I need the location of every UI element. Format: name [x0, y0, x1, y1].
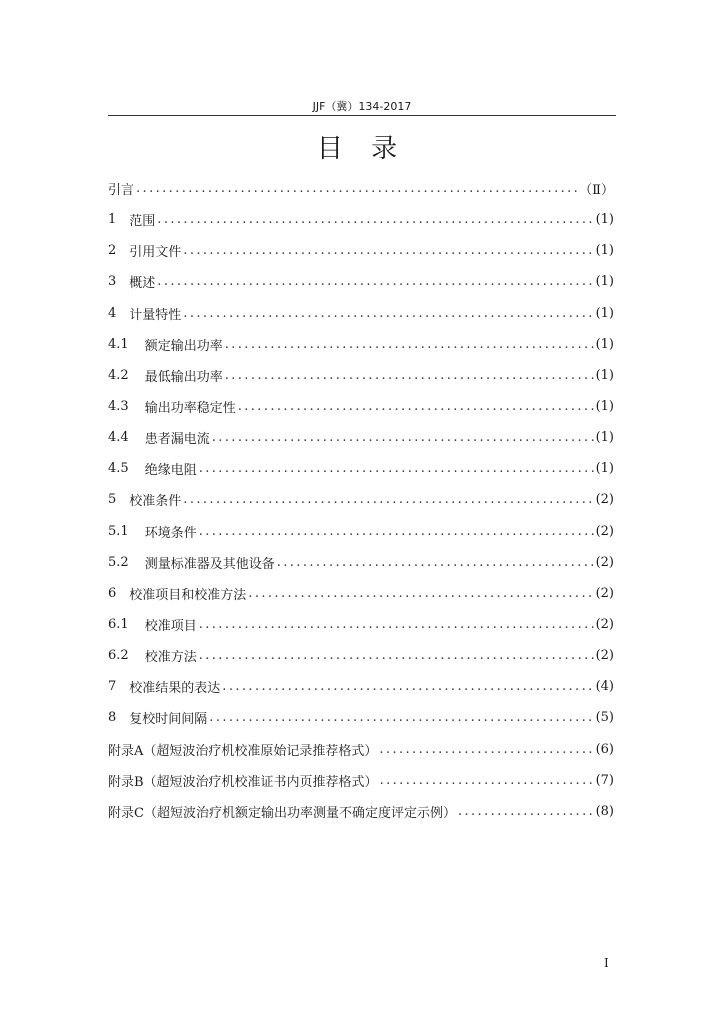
toc-entry-4-2[interactable] — [108, 360, 614, 391]
toc-entry-label: 概述 — [129, 276, 156, 292]
page-number: I — [604, 956, 609, 970]
toc-entry-page: (1) — [595, 399, 614, 415]
toc-leader-dots — [199, 461, 594, 476]
toc-entry-number: 6 — [108, 585, 117, 601]
toc-entry-label: 引言 — [108, 183, 135, 199]
toc-entry-6-1[interactable] — [108, 609, 614, 640]
toc-leader-dots — [458, 804, 594, 819]
toc-entry-page: (1) — [595, 336, 614, 352]
toc-entry-appendix-c[interactable] — [108, 796, 614, 827]
toc-entry-label: 测量标准器及其他设备 — [144, 556, 275, 572]
toc-entry-label: 附录C（超短波治疗机额定输出功率测量不确定度评定示例） — [108, 805, 456, 821]
toc-entry-2[interactable] — [108, 235, 614, 266]
toc-entry-number: 4.3 — [108, 399, 129, 415]
toc-entry-appendix-b[interactable] — [108, 765, 614, 796]
toc-entry-4-5[interactable] — [108, 453, 614, 484]
toc-entry-number: 8 — [108, 710, 117, 726]
toc-leader-dots — [199, 524, 594, 539]
toc-entry-label: 引用文件 — [129, 245, 182, 261]
toc-entry-appendix-a[interactable] — [108, 734, 614, 765]
toc-entry-label: 绝缘电阻 — [144, 463, 197, 479]
toc-entry-page: (2) — [595, 585, 614, 601]
toc-leader-dots — [199, 648, 594, 663]
toc-entry-3[interactable] — [108, 266, 614, 297]
toc-entry-6-2[interactable] — [108, 640, 614, 671]
toc-leader-dots — [157, 274, 593, 289]
toc-entry-label: 校准项目 — [144, 619, 197, 635]
toc-entry-number: 6.1 — [108, 617, 129, 633]
toc-entry-page: (6) — [595, 741, 614, 757]
toc-entry-page: (1) — [595, 461, 614, 477]
toc-entry-label: 额定输出功率 — [144, 338, 223, 354]
toc-entry-label: 校准项目和校准方法 — [129, 587, 247, 603]
toc-entry-label: 校准结果的表达 — [129, 681, 221, 697]
toc-leader-dots — [225, 337, 594, 352]
toc-entry-8[interactable] — [108, 702, 614, 733]
toc-entry-page: (1) — [595, 274, 614, 290]
toc-entry-page: (1) — [595, 305, 614, 321]
toc-leader-dots — [209, 710, 593, 725]
toc-entry-number: 4.2 — [108, 367, 129, 383]
toc-leader-dots — [212, 430, 594, 445]
toc-leader-dots — [136, 181, 577, 196]
toc-leader-dots — [380, 773, 594, 788]
toc-entry-4[interactable] — [108, 298, 614, 329]
toc-leader-dots — [379, 742, 593, 757]
toc-entry-6[interactable] — [108, 578, 614, 609]
toc-leader-dots — [183, 492, 593, 507]
toc-entry-page: (2) — [595, 554, 614, 570]
toc-entry-label: 环境条件 — [144, 525, 197, 541]
toc-leader-dots — [225, 368, 594, 383]
toc-leader-dots — [277, 555, 594, 570]
toc-entry-page: (5) — [595, 710, 614, 726]
header-rule — [108, 115, 616, 116]
toc-entry-page: (2) — [595, 617, 614, 633]
toc-entry-label: 计量特性 — [129, 307, 182, 323]
toc-entry-label: 范围 — [129, 214, 156, 230]
toc-entry-page: (1) — [595, 212, 614, 228]
toc-entry-4-1[interactable] — [108, 329, 614, 360]
toc-entry-5[interactable] — [108, 484, 614, 515]
toc-entry-number: 4.5 — [108, 461, 129, 477]
toc-entry-page: (4) — [595, 679, 614, 695]
toc-entry-7[interactable] — [108, 671, 614, 702]
toc-entry-label: 输出功率稳定性 — [144, 401, 236, 417]
toc-entry-number: 4.1 — [108, 336, 129, 352]
toc-entry-page: (2) — [595, 523, 614, 539]
toc-entry-label: 患者漏电流 — [144, 432, 210, 448]
toc-entry-foreword[interactable] — [108, 173, 614, 204]
toc-leader-dots — [157, 212, 593, 227]
toc-leader-dots — [183, 243, 593, 258]
toc-entry-4-3[interactable] — [108, 391, 614, 422]
toc-entry-number: 6.2 — [108, 648, 129, 664]
toc-entry-5-2[interactable] — [108, 547, 614, 578]
toc-leader-dots — [222, 679, 593, 694]
toc-entry-4-4[interactable] — [108, 422, 614, 453]
toc-entry-number: 5.1 — [108, 523, 129, 539]
toc-entry-number: 4 — [108, 305, 117, 321]
toc-entry-number: 2 — [108, 243, 117, 259]
toc-entry-label: 附录B（超短波治疗机校准证书内页推荐格式） — [108, 774, 378, 790]
toc-entry-label: 最低输出功率 — [144, 369, 223, 385]
toc-entry-number: 4.4 — [108, 430, 129, 446]
toc-entry-page: （Ⅱ） — [579, 183, 614, 199]
toc-entry-label: 校准条件 — [129, 494, 182, 510]
toc-entry-1[interactable] — [108, 204, 614, 235]
standard-code-header: JJF（冀）134-2017 — [312, 100, 412, 113]
page-title: 目 录 — [316, 134, 408, 164]
toc-entry-number: 3 — [108, 274, 117, 290]
toc-entry-page: (2) — [595, 492, 614, 508]
toc-entry-number: 1 — [108, 212, 117, 228]
toc-entry-number: 7 — [108, 679, 117, 695]
toc-entry-page: (1) — [595, 367, 614, 383]
toc-entry-page: (1) — [595, 430, 614, 446]
toc-leader-dots — [183, 306, 593, 321]
toc-entry-5-1[interactable] — [108, 516, 614, 547]
toc-entry-page: (1) — [595, 243, 614, 259]
toc-leader-dots — [238, 399, 594, 414]
toc-entry-number: 5.2 — [108, 554, 129, 570]
toc-entry-page: (7) — [595, 772, 614, 788]
toc-entry-label: 复校时间间隔 — [129, 712, 208, 728]
toc-leader-dots — [248, 586, 593, 601]
toc-entry-number: 5 — [108, 492, 117, 508]
table-of-contents — [108, 173, 614, 827]
toc-entry-label: 校准方法 — [144, 650, 197, 666]
toc-entry-page: (2) — [595, 648, 614, 664]
toc-leader-dots — [199, 617, 594, 632]
toc-entry-label: 附录A（超短波治疗机校准原始记录推荐格式） — [108, 743, 378, 759]
toc-entry-page: (8) — [595, 803, 614, 819]
